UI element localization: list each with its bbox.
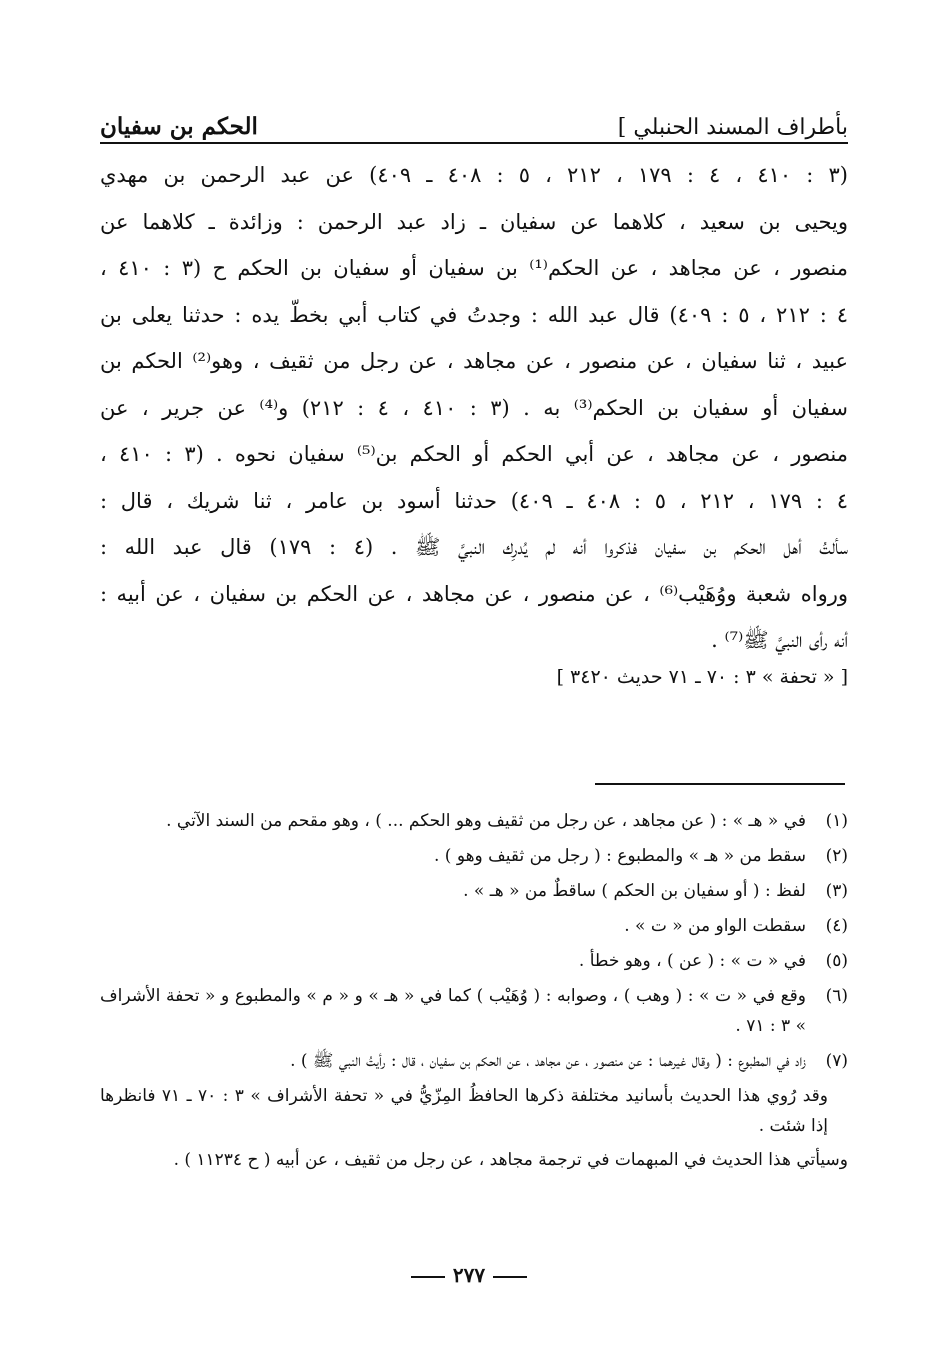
page-header bbox=[100, 96, 848, 140]
footnote-item bbox=[100, 876, 848, 906]
text-line: ٤ : ١٧٩ ، ٢١٢ ، ٥ : ٤٠٨ ـ ٤٠٩) حدثنا أسود بن عامر ، ثنا شريك ، قال : bbox=[100, 488, 848, 513]
section-title: الحكم بن سفيان bbox=[100, 113, 258, 140]
footnote-divider bbox=[595, 783, 845, 785]
footnote-note: وسيأتي هذا الحديث في المبهمات في ترجمة مجاهد ، عن رجل من ثقيف ، عن أبيه ( ح ١١٢٣٤ ) . bbox=[173, 1150, 848, 1170]
footnotes bbox=[100, 806, 848, 1175]
footnote-text: سقطت الواو من « ت » . bbox=[624, 916, 806, 936]
footnote-number: (٣) bbox=[825, 881, 848, 901]
footnote-text: سقط من « هـ » والمطبوع : ( رجل من ثقيف وهو ) . bbox=[433, 846, 806, 866]
footnote-number: (١) bbox=[825, 811, 848, 831]
footnote-item bbox=[100, 841, 848, 871]
footnote-number: (٤) bbox=[825, 916, 848, 936]
text-line: سفيان أو سفيان بن الحكم⁽³⁾ به . (٣ : ٤١٠ ، ٤ : ٢١٢) و⁽⁴⁾ عن جرير ، عن bbox=[100, 395, 848, 420]
running-title: بأطراف المسند الحنبلي ] bbox=[617, 115, 848, 140]
footnote-number: (٥) bbox=[825, 951, 848, 971]
page-number-dash bbox=[493, 1276, 527, 1278]
footnote-text: وقع في « ت » : ( وهب ) ، وصوابه : ( وُهَيْب ) كما في « هـ » و « م » والمطبوع و « تحفة الأشراف » ٣ : ٧١ . bbox=[100, 986, 806, 1036]
page-number-dash bbox=[411, 1276, 445, 1278]
text-line: ويحيى بن سعيد ، كلاهما عن سفيان ـ زاد عبد الرحمن : وزائدة ـ كلاهما عن bbox=[100, 209, 848, 234]
footnote-number: (٢) bbox=[825, 846, 848, 866]
footnote-item bbox=[100, 911, 848, 941]
footnote-note: وقد رُوي هذا الحديث بأسانيد مختلفة ذكرها الحافظُ المِزّيُّ في « تحفة الأشراف » ٣ : ٧٠ ـ ٧١ فانظرها إذا شئت . bbox=[100, 1086, 828, 1136]
text-line: أنه رأى النبيَّ ﷺ⁽⁷⁾ . bbox=[711, 628, 848, 652]
text-line: ٤ : ٢١٢ ، ٥ : ٤٠٩) قال عبد الله : وجدتُ في كتاب أبي بخطّ يده : حدثنا يعلى بن bbox=[100, 302, 848, 327]
footnote-text: لفظ : ( أو سفيان بن الحكم ) ساقطٌ من « هـ » . bbox=[463, 881, 806, 901]
page-number-value: ٢٧٧ bbox=[452, 1263, 486, 1287]
text-line: منصور ، عن مجاهد ، عن أبي الحكم أو الحكم بن⁽⁵⁾ سفيان نحوه . (٣ : ٤١٠ ، bbox=[100, 442, 848, 466]
main-text bbox=[100, 152, 848, 664]
footnote-text: زاد في المطبوع : ( وقال غيرهما : عن منصور ، عن مجاهد ، عن الحكم بن سفيان ، قال : رأيتُ النبي ﷺ ) . bbox=[290, 1051, 806, 1071]
text-line: (٣ : ٤١٠ ، ٤ : ١٧٩ ، ٢١٢ ، ٥ : ٤٠٨ ـ ٤٠٩) عن عبد الرحمن بن مهدي bbox=[100, 163, 848, 187]
text-line: منصور ، عن مجاهد ، عن الحكم⁽¹⁾ بن سفيان أو سفيان بن الحكم ح (٣ : ٤١٠ ، bbox=[100, 256, 848, 280]
footnote-text: في « هـ » : ( عن مجاهد ، عن رجل من ثقيف وهو الحكم ... ) ، وهو مقحم من السند الآتي . bbox=[166, 811, 806, 831]
footnote-text: في « ت » : ( عن ) ، وهو خطأ . bbox=[578, 951, 806, 971]
page-number bbox=[0, 1263, 938, 1287]
header-divider bbox=[100, 142, 848, 144]
footnote-item bbox=[100, 806, 848, 836]
tuhfa-citation: [ « تحفة » ٣ : ٧٠ ـ ٧١ حديث ٣٤٢٠ ] bbox=[556, 666, 848, 688]
footnote-item bbox=[100, 981, 848, 1041]
text-line: سألتُ أهل الحكم بن سفيان فذكروا أنه لم يُدرِك النبيَّ ﷺ . (٤ : ١٧٩) قال عبد الله : bbox=[100, 535, 848, 559]
footnote-item bbox=[100, 1046, 848, 1076]
text-line: عبيد ، ثنا سفيان ، عن منصور ، عن مجاهد ، عن رجل من ثقيف ، وهو⁽²⁾ الحكم بن bbox=[100, 349, 848, 373]
footnote-number: (٧) bbox=[825, 1051, 848, 1071]
footnote-number: (٦) bbox=[825, 986, 848, 1006]
text-line: ورواه شعبة ووُهَيْب⁽⁶⁾ ، عن منصور ، عن مجاهد ، عن الحكم بن سفيان ، عن أبيه : bbox=[100, 581, 848, 606]
footnote-item bbox=[100, 946, 848, 976]
